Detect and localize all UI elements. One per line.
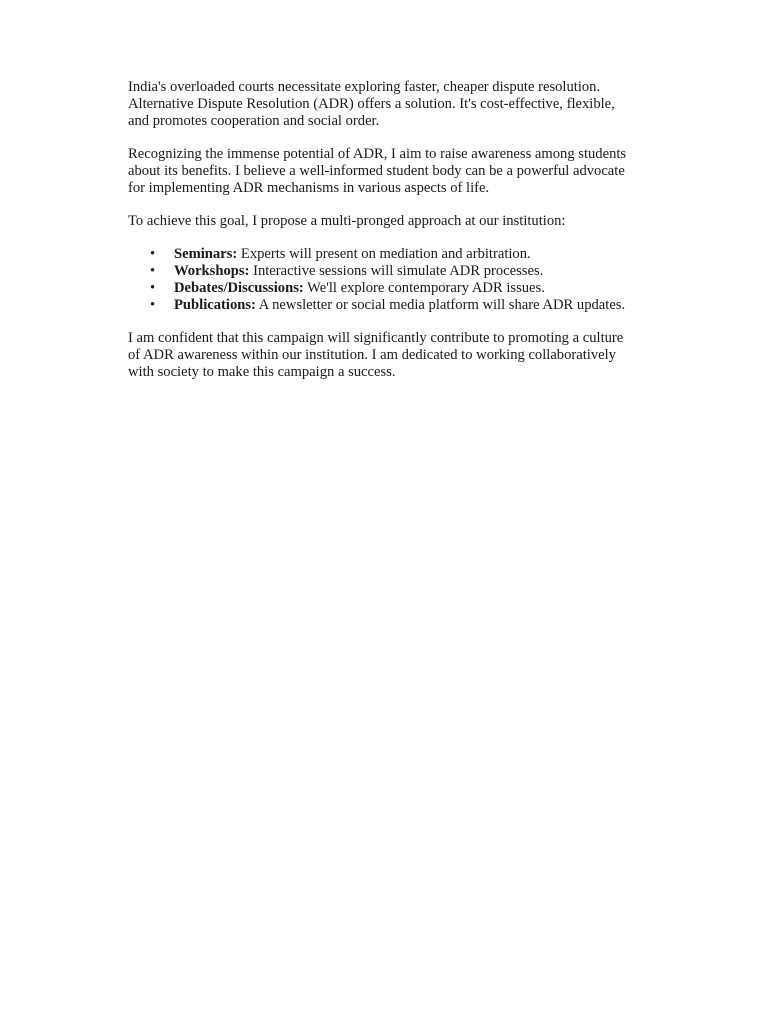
list-item: [128, 280, 668, 297]
list-item-text: A newsletter or social media platform will share ADR updates.: [255, 297, 626, 313]
list-item: [128, 246, 668, 263]
text-line: for implementing ADR mechanisms in various aspects of life.: [128, 180, 490, 196]
list-item-text: Interactive sessions will simulate ADR processes.: [249, 263, 544, 279]
text-line: To achieve this goal, I propose a multi-pronged approach at our institution:: [128, 213, 566, 229]
list-item-text: We'll explore contemporary ADR issues.: [303, 280, 545, 296]
document-page: [128, 79, 668, 397]
list-item: [128, 263, 668, 280]
text-line: with society to make this campaign a success.: [128, 364, 396, 380]
list-item-term: Workshops:: [174, 263, 250, 279]
approach-list: [128, 246, 668, 314]
text-line: and promotes cooperation and social order.: [128, 113, 380, 129]
text-line: I am confident that this campaign will significantly contribute to promoting a culture: [128, 330, 624, 346]
bullet-icon: •: [150, 280, 156, 296]
conclusion-paragraph: [128, 330, 668, 381]
text-line: about its benefits. I believe a well-informed student body can be a powerful advocate: [128, 163, 625, 179]
goal-paragraph: [128, 146, 668, 197]
approach-paragraph: [128, 213, 668, 230]
text-line: Recognizing the immense potential of ADR, I aim to raise awareness among students: [128, 146, 627, 162]
text-line: Alternative Dispute Resolution (ADR) offers a solution. It's cost-effective, flexible,: [128, 96, 615, 112]
list-item-term: Seminars:: [174, 246, 238, 262]
text-line: India's overloaded courts necessitate exploring faster, cheaper dispute resolution.: [128, 79, 601, 95]
list-item-term: Publications:: [174, 297, 256, 313]
list-item-text: Experts will present on mediation and arbitration.: [237, 246, 531, 262]
bullet-icon: •: [150, 297, 156, 313]
list-item: [128, 297, 668, 314]
bullet-icon: •: [150, 246, 156, 262]
bullet-icon: •: [150, 263, 156, 279]
list-item-term: Debates/Discussions:: [174, 280, 304, 296]
intro-paragraph: [128, 79, 668, 130]
text-line: of ADR awareness within our institution. I am dedicated to working collaboratively: [128, 347, 616, 363]
